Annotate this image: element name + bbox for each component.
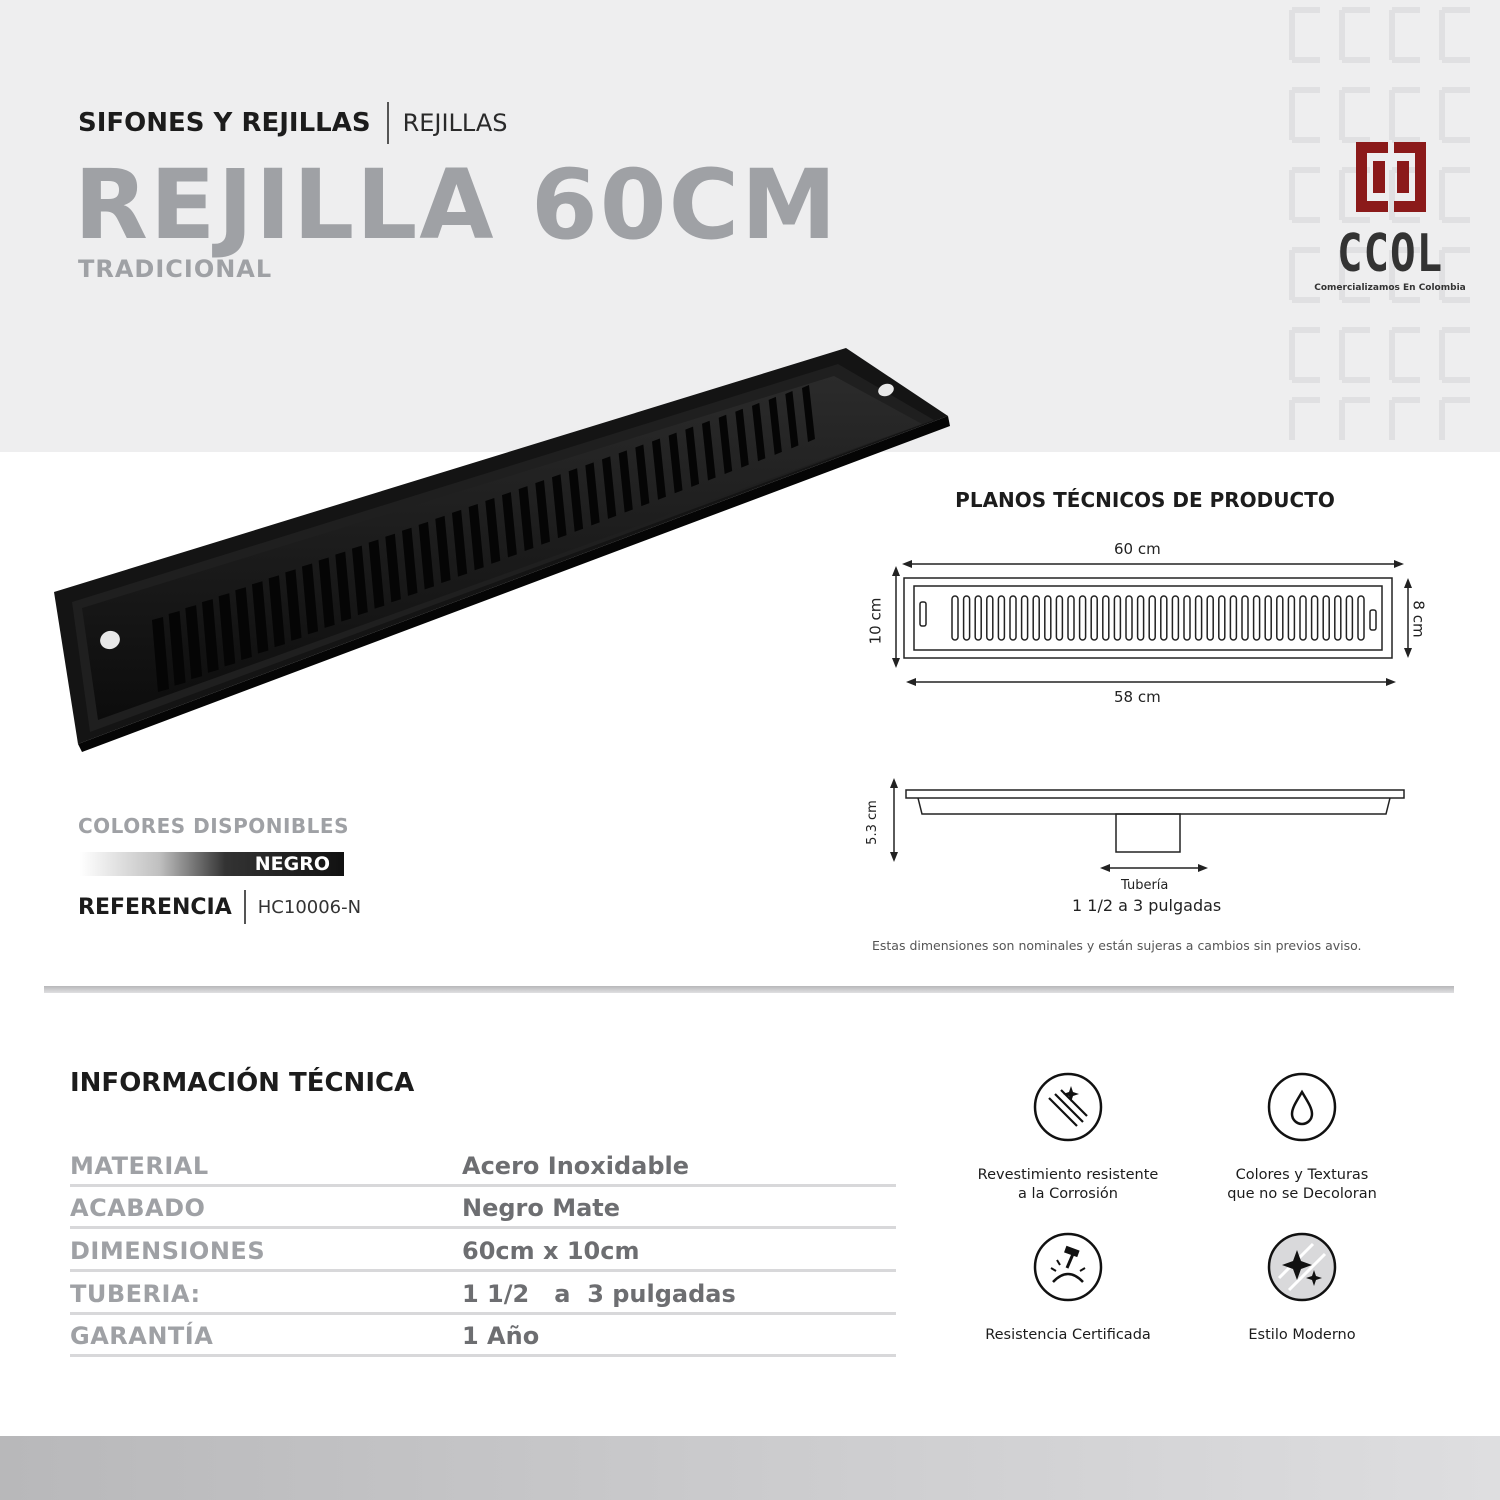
spec-row-finish <box>70 1186 896 1229</box>
plan-slot <box>1010 596 1016 640</box>
color-swatch-label: NEGRO <box>254 853 330 875</box>
reference-value: HC10006-N <box>257 896 362 918</box>
spec-value: 60cm x 10cm <box>462 1237 640 1265</box>
feature-line1: Revestimiento resistente <box>977 1167 1159 1183</box>
breadcrumb <box>78 103 508 143</box>
plan-slot <box>1254 596 1260 640</box>
plan-slot <box>1277 596 1283 640</box>
feature-style <box>1182 1232 1422 1345</box>
product-image <box>48 340 958 760</box>
feature-line2: que no se Decoloran <box>1227 1186 1377 1202</box>
plan-slot <box>1242 596 1248 640</box>
spec-value: 1 Año <box>462 1322 540 1350</box>
plan-slot <box>1358 596 1364 640</box>
breadcrumb-category[interactable]: SIFONES Y REJILLAS <box>78 108 371 138</box>
dim-inner-height: 8 cm <box>1409 600 1428 638</box>
brand-name: CCOL <box>1337 224 1443 284</box>
plan-slot <box>1288 596 1294 640</box>
feature-line1: Resistencia Certificada <box>985 1327 1151 1343</box>
dim-outer-height: 10 cm <box>866 597 885 645</box>
plan-slot <box>987 596 993 640</box>
sparkle-style-icon <box>1267 1232 1337 1302</box>
feature-line1: Estilo Moderno <box>1248 1327 1356 1343</box>
dim-depth: 5.3 cm <box>864 800 880 845</box>
plan-slot <box>1219 596 1225 640</box>
brand-logo <box>1300 136 1490 306</box>
plan-slot <box>964 596 970 640</box>
plan-slot <box>1126 596 1132 640</box>
plan-slot <box>1138 596 1144 640</box>
spec-value: Negro Mate <box>462 1194 621 1222</box>
spec-value: 1 1/2 a 3 pulgadas <box>462 1280 736 1308</box>
spec-value: Acero Inoxidable <box>462 1152 690 1180</box>
product-subtitle: TRADICIONAL <box>78 255 273 283</box>
reference-separator <box>244 890 246 924</box>
plan-slot <box>975 596 981 640</box>
plans-title: PLANOS TÉCNICOS DE PRODUCTO <box>955 488 1335 512</box>
feature-resistance <box>948 1232 1188 1345</box>
spec-key: GARANTÍA <box>70 1322 214 1350</box>
spec-row-warranty <box>70 1314 896 1357</box>
plan-slot <box>952 596 958 640</box>
breadcrumb-subcategory[interactable]: REJILLAS <box>402 109 508 137</box>
plan-slot <box>1184 596 1190 640</box>
dim-inner-width: 58 cm <box>1114 688 1161 706</box>
colors-label: COLORES DISPONIBLES <box>78 814 349 838</box>
technical-drawing <box>860 540 1440 930</box>
feature-line2: a la Corrosión <box>1018 1186 1118 1202</box>
reference-label: REFERENCIA <box>78 894 232 920</box>
feature-line1: Colores y Texturas <box>1235 1167 1369 1183</box>
technical-info-title: INFORMACIÓN TÉCNICA <box>70 1068 415 1098</box>
color-swatch-negro[interactable] <box>80 852 344 876</box>
spec-key: ACABADO <box>70 1194 206 1222</box>
breadcrumb-separator <box>387 102 389 144</box>
water-drop-icon <box>1267 1072 1337 1142</box>
feature-colors <box>1182 1072 1422 1204</box>
feature-corrosion <box>948 1072 1188 1204</box>
spec-row-material <box>70 1144 896 1187</box>
plan-slot <box>1103 596 1109 640</box>
reference-block <box>78 890 361 924</box>
impact-resistance-icon <box>1033 1232 1103 1302</box>
plan-slot <box>998 596 1004 640</box>
plan-slot <box>1207 596 1213 640</box>
footer-band <box>0 1436 1500 1500</box>
plan-slot <box>1230 596 1236 640</box>
spec-row-dimensions <box>70 1229 896 1272</box>
plan-slot <box>1056 596 1062 640</box>
product-title: REJILLA 60CM <box>74 149 839 261</box>
plan-slot <box>1265 596 1271 640</box>
plan-slot <box>1161 596 1167 640</box>
dim-top-width: 60 cm <box>1114 540 1161 558</box>
plan-slot <box>1033 596 1039 640</box>
plan-slot <box>1312 596 1318 640</box>
plan-slot <box>1335 596 1341 640</box>
spec-key: DIMENSIONES <box>70 1237 266 1265</box>
pipe-label: Tubería <box>1121 878 1169 893</box>
plan-slot <box>1149 596 1155 640</box>
spec-row-pipe <box>70 1272 896 1315</box>
plan-slot <box>1196 596 1202 640</box>
section-divider <box>44 986 1454 993</box>
plan-slot <box>1114 596 1120 640</box>
brand-tagline: Comercializamos En Colombia <box>1314 283 1466 293</box>
logo-mark-icon <box>1300 136 1480 226</box>
plan-slot <box>1068 596 1074 640</box>
plan-slot <box>1346 596 1352 640</box>
plans-disclaimer: Estas dimensiones son nominales y están sujeras a cambios sin previos aviso. <box>872 938 1362 953</box>
plan-slot <box>1045 596 1051 640</box>
plan-slot <box>1300 596 1306 640</box>
spec-key: TUBERIA: <box>70 1280 201 1308</box>
plan-slot <box>1080 596 1086 640</box>
pipe-value: 1 1/2 a 3 pulgadas <box>1072 896 1222 915</box>
spec-key: MATERIAL <box>70 1152 209 1180</box>
corrosion-resistant-icon <box>1033 1072 1103 1142</box>
plan-slot <box>1323 596 1329 640</box>
plan-slot <box>1022 596 1028 640</box>
plan-slot <box>1091 596 1097 640</box>
plan-slot <box>1172 596 1178 640</box>
